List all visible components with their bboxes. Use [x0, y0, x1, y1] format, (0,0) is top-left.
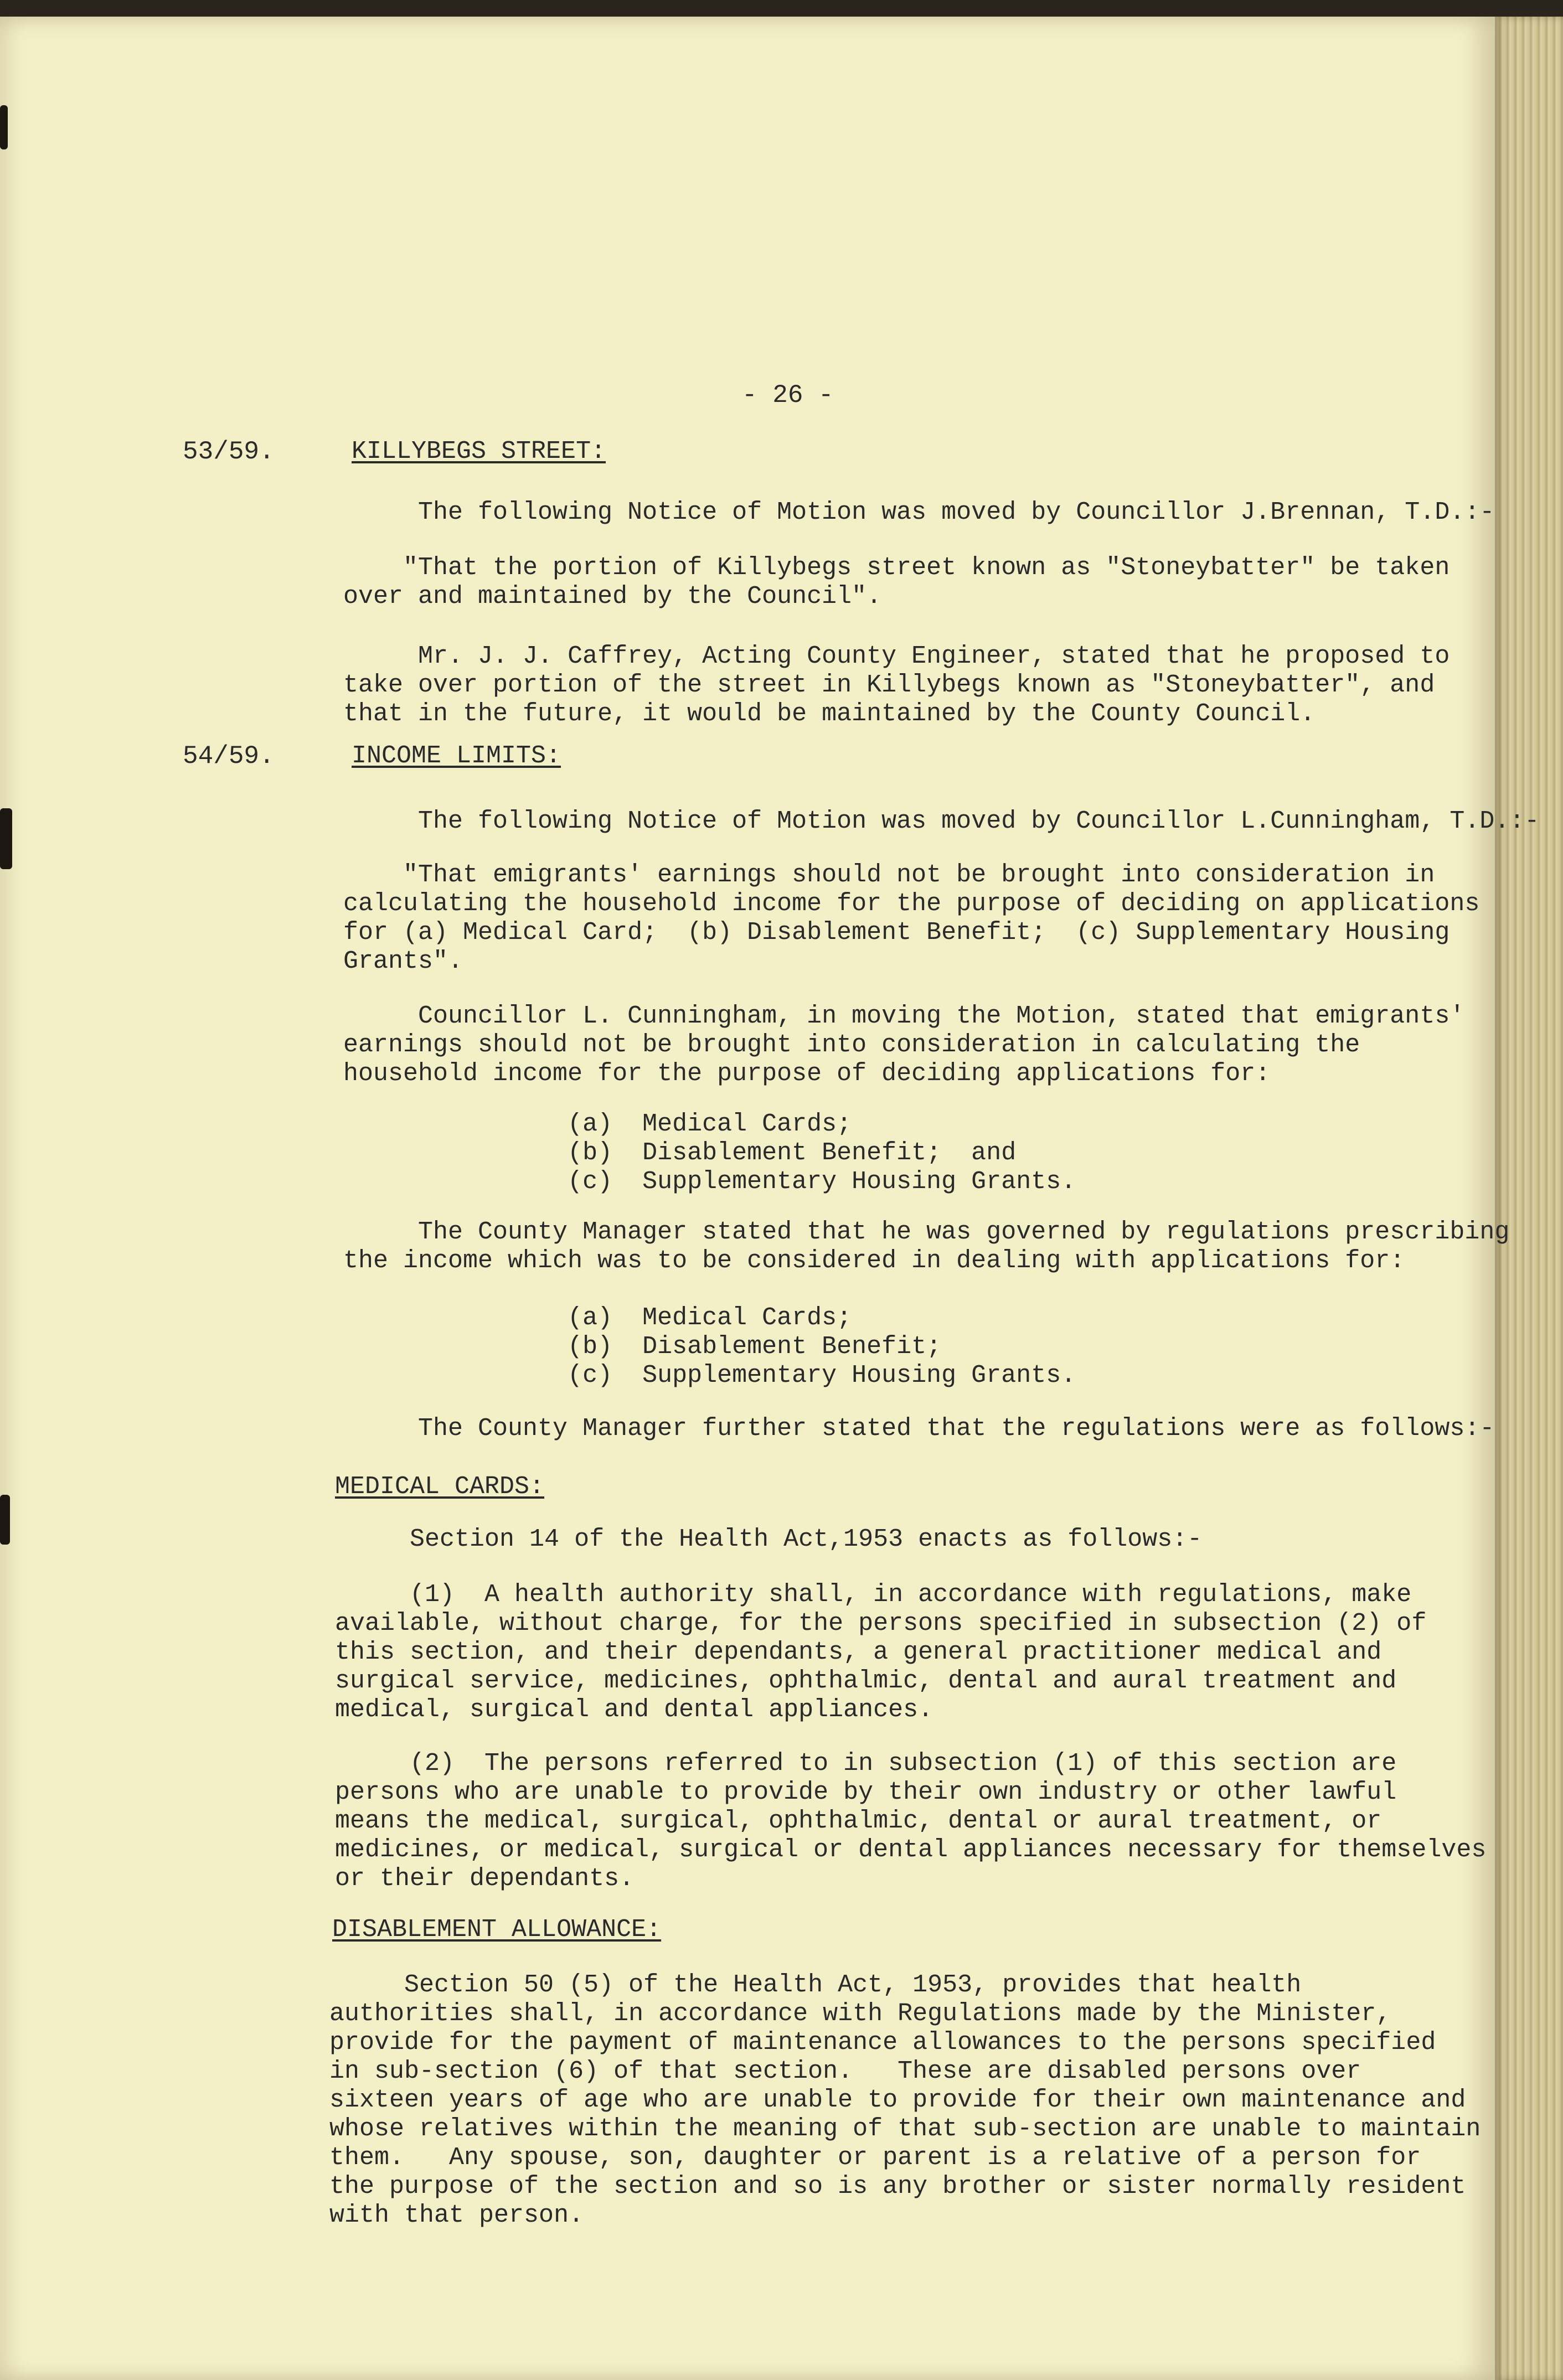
- paragraph: Councillor L. Cunningham, in moving the Motion, stated that emigrants' earnings should not be brought into consideration in calculating the household income for the purpose of deciding applications for:: [343, 1002, 1465, 1088]
- paragraph: (2) The persons referred to in subsection (1) of this section are persons who are unable to provide by their own industry or other lawful means the medical, surgical, ophthalmic, dental or aural treatment, or medicines, or medical, surgical or dental appliances necessary for themselves or their dependants.: [335, 1749, 1487, 1893]
- item-heading: KILLYBEGS STREET:: [352, 437, 606, 466]
- minute-number: 54/59.: [183, 742, 275, 771]
- page-number: - 26 -: [742, 381, 834, 410]
- paragraph: (1) A health authority shall, in accordance with regulations, make available, without charge, for the persons specified in subsection (2) of this section, and their dependants, a general practitioner medical and surgical service, medicines, ophthalmic, dental and aural treatment and medical, surgical and dental appliances.: [335, 1581, 1427, 1724]
- minute-number: 53/59.: [183, 437, 275, 466]
- list: (a) Medical Cards; (b) Disablement Benefit; (c) Supplementary Housing Grants.: [568, 1304, 1076, 1390]
- paragraph: The County Manager further stated that the regulations were as follows:-: [343, 1414, 1495, 1443]
- item-heading: INCOME LIMITS:: [352, 742, 561, 770]
- section-heading: DISABLEMENT ALLOWANCE:: [332, 1916, 662, 1944]
- binding-hole: [0, 1495, 10, 1545]
- page-stack-edge: [1495, 17, 1563, 2380]
- paragraph: Section 50 (5) of the Health Act, 1953, provides that health authorities shall, in accordance with Regulations made by the Minister, provide for the payment of maintenance allowances to the persons specified in sub-section (6) of that section. These are disabled persons over sixteen years of age who are unable to provide for their own maintenance and whose relatives within the meaning of that sub-section are unable to maintain them. Any spouse, son, daughter or parent is a relative of a person for the purpose of the section and so is any brother or sister normally resident with that person.: [329, 1971, 1481, 2229]
- list: (a) Medical Cards; (b) Disablement Benefit; and (c) Supplementary Housing Grants.: [568, 1110, 1076, 1196]
- paragraph: Mr. J. J. Caffrey, Acting County Engineer, stated that he proposed to take over portion of the street in Killybegs known as "Stoneybatter", and that in the future, it would be maintained by the County Council.: [343, 642, 1450, 728]
- paragraph: The County Manager stated that he was governed by regulations prescribing the income which was to be considered in dealing with applications for:: [343, 1218, 1510, 1275]
- paragraph: The following Notice of Motion was moved by Councillor L.Cunningham, T.D.:-: [343, 807, 1540, 835]
- paragraph: The following Notice of Motion was moved by Councillor J.Brennan, T.D.:-: [343, 498, 1495, 526]
- binding-hole: [0, 105, 8, 149]
- section-heading: MEDICAL CARDS:: [335, 1473, 545, 1501]
- paragraph: "That emigrants' earnings should not be brought into consideration in calculating the household income for the purpose of deciding on applications for (a) Medical Card; (b) Disablement Benefit; (c) Supplementary Housing Grants".: [343, 861, 1480, 975]
- paragraph: Section 14 of the Health Act,1953 enacts as follows:-: [335, 1525, 1203, 1553]
- binding-hole: [0, 808, 12, 869]
- paragraph: "That the portion of Killybegs street known as "Stoneybatter" be taken over and maintained by the Council".: [343, 554, 1450, 611]
